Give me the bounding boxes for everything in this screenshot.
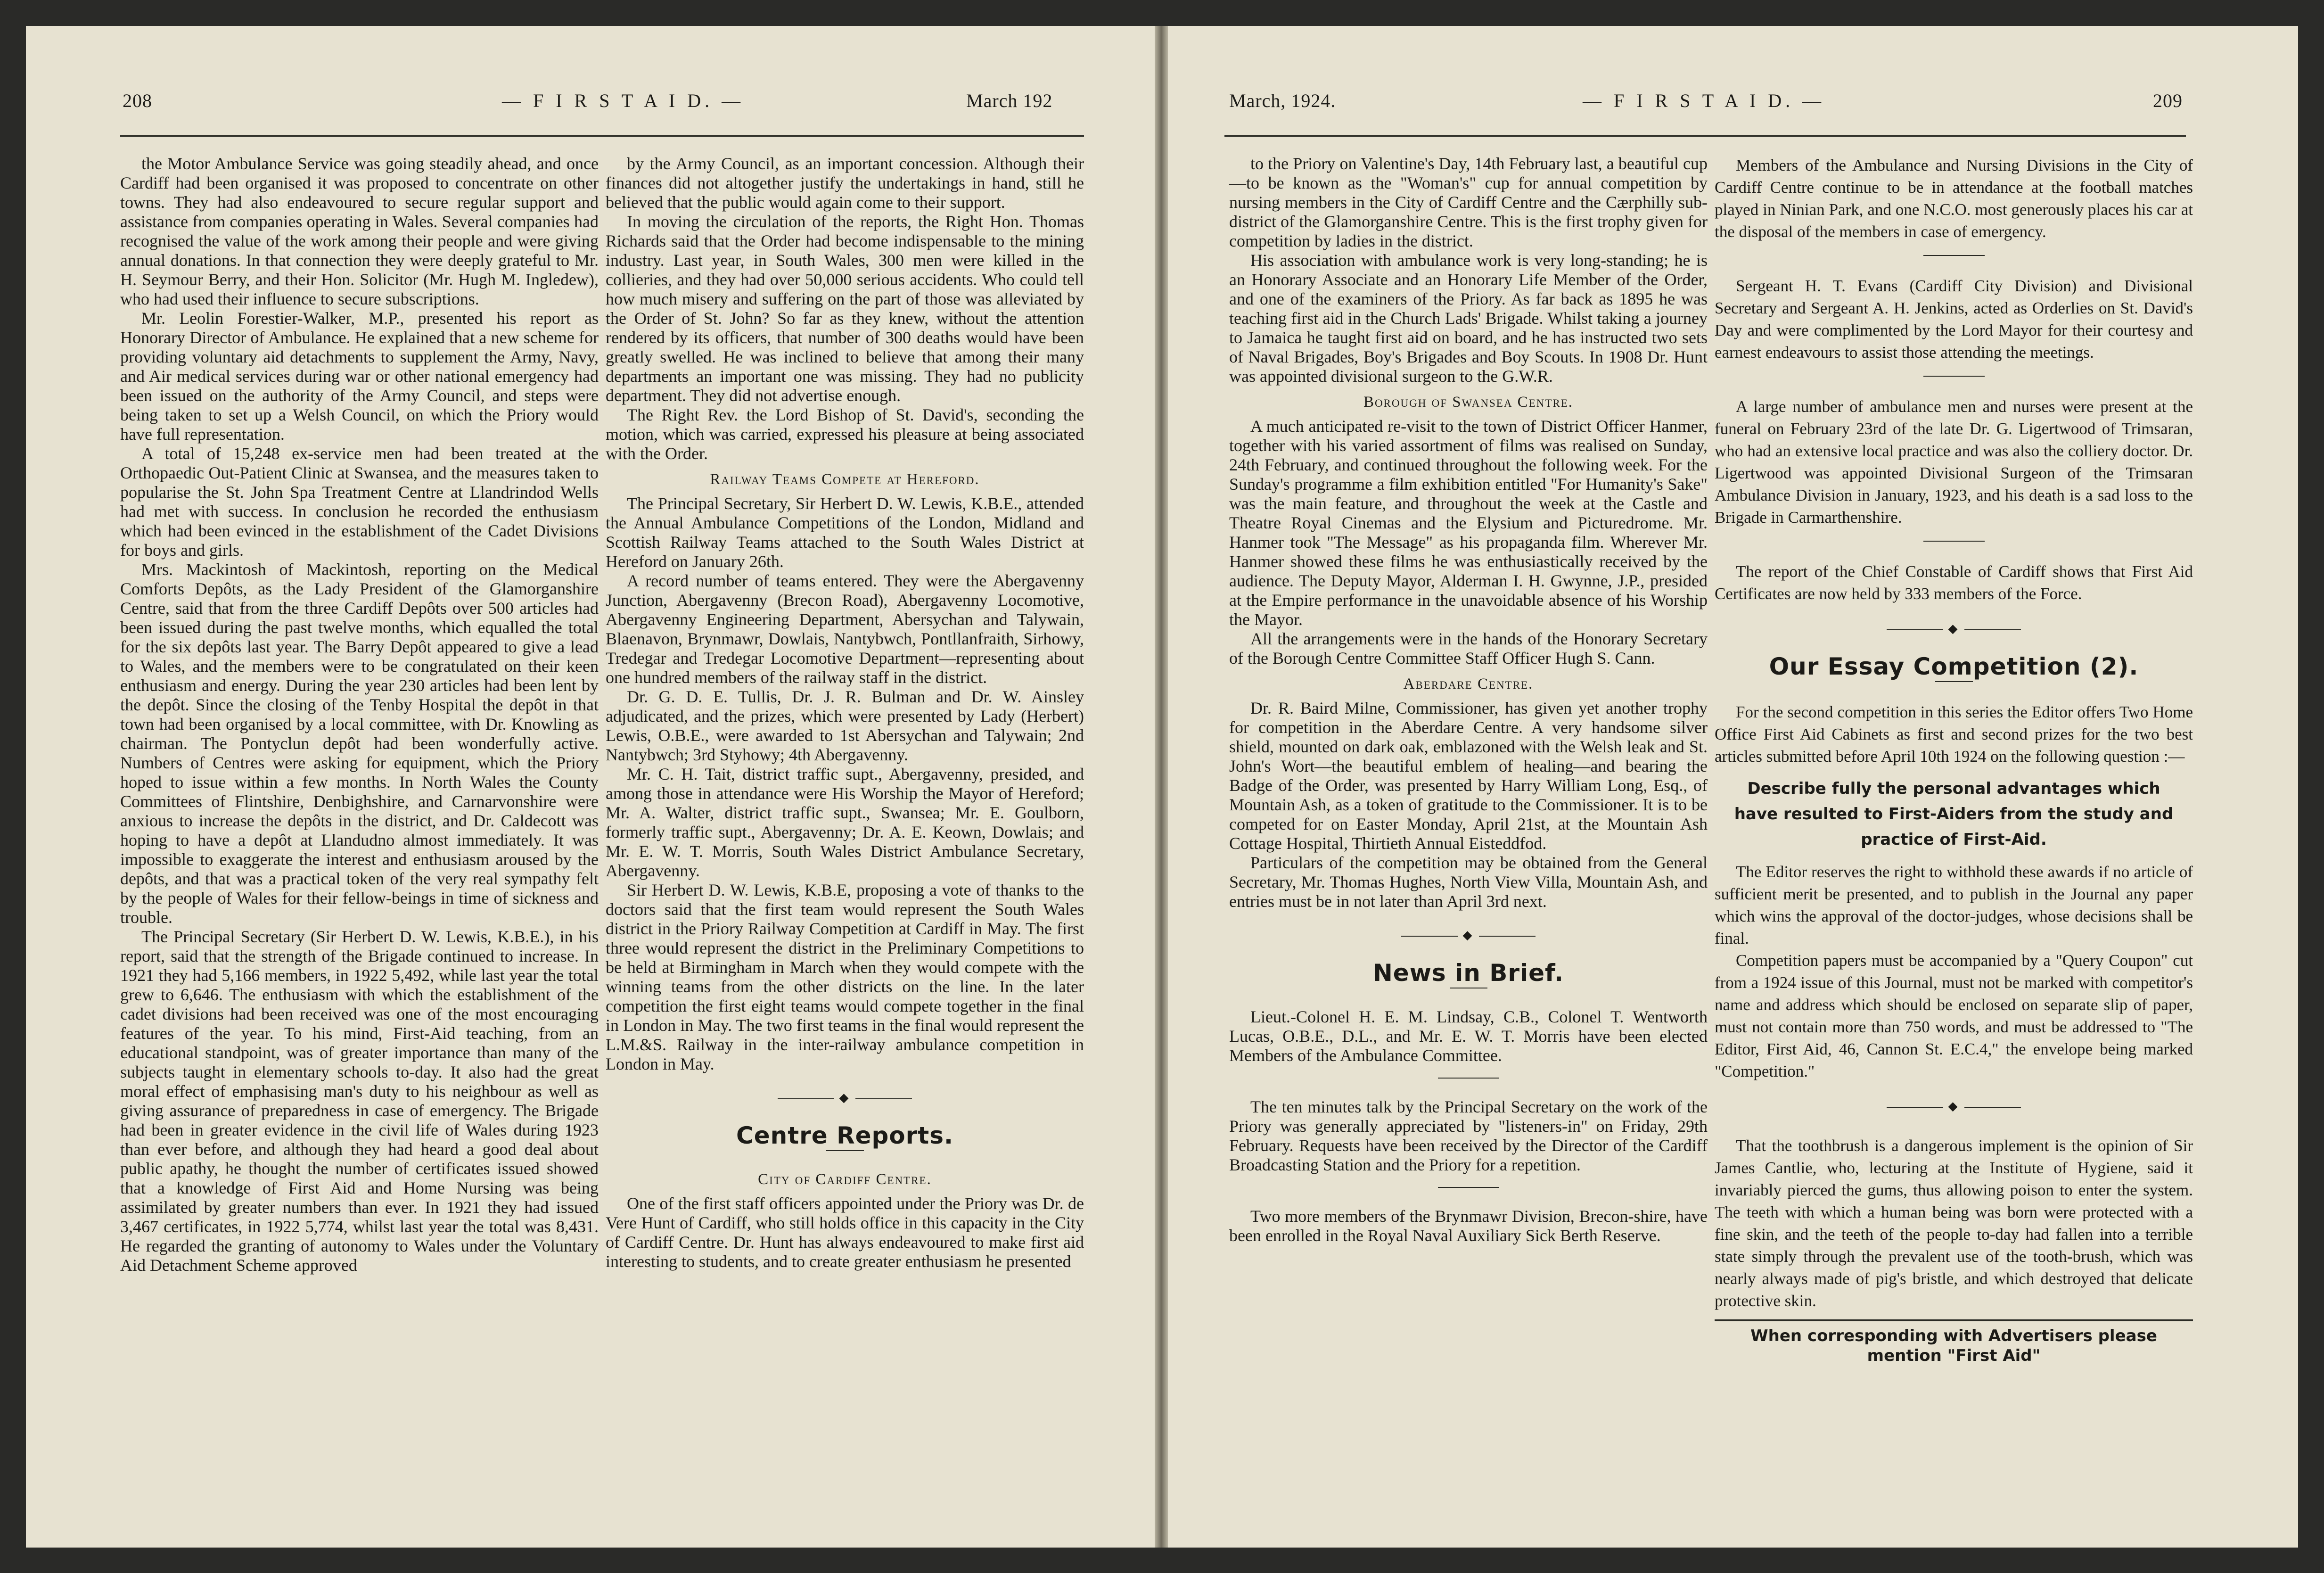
essay-paragraph: The Editor reserves the right to withhold these awards if no article of sufficient merit be presented, and to publish in the Journal any paper which wins the approval of the doctor-judges, whose decisions shall be final. [1715,863,2193,947]
ornament-divider: ◆ [1715,1096,2193,1116]
right-column-1 [1229,154,1708,1245]
toothbrush-paragraph: That the toothbrush is a dangerous implement is the opinion of Sir James Cantlie, who, lecturing at the Institute of Hygiene, said it invariably pierced the gums, thus allowing poison to enter the system. The teeth with which a human being was born were protected with a fine skin, and the teeth of the people to-day had fallen into a terrible state simply through the prevalent use of the tooth-brush, which was nearly always made of pig's bristle, and which destroyed that delicate protective skin. [1715,1137,2193,1310]
heading-centre-reports: Centre Reports. [736,1122,953,1149]
article-paragraph: to the Priory on Valentine's Day, 14th February last, a beautiful cup—to be known as the "Woman's" cup for annual competition by nursing members in the City of Cardiff Centre and the Cærphilly sub-district of the Glamorganshire Centre. This is the first trophy given for competition by ladies in the district. [1229,154,1708,250]
advertiser-notice: When corresponding with Advertisers please mention "First Aid" [1715,1319,2193,1366]
book-gutter [1155,26,1168,1548]
running-title: — F I R S T A I D. — [502,90,745,111]
news-item: Members of the Ambulance and Nursing Divisions in the City of Cardiff Centre continue to be in attendance at the football matches played in Ninian Park, and one N.C.O. most generously places his car at the disposal of the members in case of emergency. [1715,156,2193,241]
article-paragraph: Mr. C. H. Tait, district traffic supt., Abergavenny, presided, and among those in attendance were His Worship the Mayor of Hereford; Mr. A. Walter, district traffic supt., Swansea; Mr. E. Goulborn, formerly traffic supt., Abergavenny; Dr. A. E. Keown, Dowlais; and Mr. E. W. T. Morris, South Wales District Ambulance Secretary, Abergavenny. [606,765,1084,880]
article-paragraph: Particulars of the competition may be obtained from the General Secretary, Mr. Thomas Hughes, North View Villa, Mountain Ash, and entries must be in not later than April 3rd next. [1229,853,1708,911]
subheading-swansea-centre: Borough of Swansea Centre. [1363,394,1574,411]
article-paragraph: the Motor Ambulance Service was going steadily ahead, and once Cardiff had been organised it was proposed to concentrate on other towns. They had also endeavoured to secure regular support and assistance from companies operating in Wales. Several companies had recognised the value of the work among their people and were giving annual donations. In that connection they were deeply grateful to Mr. H. Seymour Berry, and their Hon. Solicitor (Mr. Hugh M. Ingledew), who had used their influence to secure subscriptions. [120,154,599,308]
ornament-divider: ◆ [1715,619,2193,638]
item-separator-rule [1923,255,1985,256]
left-page [26,26,1155,1548]
article-paragraph: Mr. Leolin Forestier-Walker, M.P., presented his report as Honorary Director of Ambulance. He explained that a new scheme for providing voluntary aid detachments to supplement the Army, Navy, and Air medical services during war or other national emergency had been issued on the authority of the Army Council, and steps were being taken to set up a Welsh Council, on which the Priory would have full representation. [120,309,599,444]
heading-news-in-brief: News in Brief. [1372,959,1564,987]
right-page [1168,26,2298,1548]
subheading-aberdare-centre: Aberdare Centre. [1403,675,1534,692]
article-paragraph: Dr. R. Baird Milne, Commissioner, has given yet another trophy for competition in the Aberdare Centre. A very handsome silver shield, mounted on dark oak, emblazoned with the Welsh leak and St. John's Wort—the beautiful emblem of healing—and bearing the Badge of the Order, was presented by Harry William Long, Esq., of Mountain Ash, as a token of gratitude to the Commissioner. It is to be competed for on Easter Monday, April 21st, at the Mountain Ash Cottage Hospital, Thirtieth Annual Eisteddfod. [1229,699,1708,853]
page-number: 208 [123,90,152,111]
subheading-cardiff-centre: City of Cardiff Centre. [758,1171,932,1188]
ornament-divider: ◆ [606,1088,1084,1107]
page-number: 209 [2153,90,2183,111]
essay-question: Describe fully the personal advantages which have resulted to First-Aiders from the study and practice of First-Aid. [1734,779,2174,849]
header-rule [1224,135,2186,137]
article-paragraph: by the Army Council, as an important concession. Although their finances did not altogether justify the undertakings in hand, still he believed that the public would again come to their support. [606,154,1084,212]
item-separator-rule [1438,1187,1499,1188]
article-paragraph: A total of 15,248 ex-service men had been treated at the Orthopaedic Out-Patient Clinic at Swansea, and the measures taken to popularise the St. John Spa Treatment Centre at Llandrindod Wells had met with success. In conclusion he recorded the enthusiasm which had been evinced in the establishment of the Cadet Divisions for boys and girls. [120,444,599,560]
ornament-divider: ◆ [1229,925,1708,945]
article-paragraph: Dr. G. D. E. Tullis, Dr. J. R. Bulman and Dr. W. Ainsley adjudicated, and the prizes, which were presented by Lady (Herbert) Lewis, O.B.E., were awarded to 1st Abersychan and Talywain; 2nd Nantybwch; 3rd Styhowy; 4th Abergavenny. [606,687,1084,764]
left-column-1 [120,154,599,1275]
heading-rule [1935,681,1973,682]
article-paragraph: His association with ambulance work is very long-standing; he is an Honorary Associate and an Honorary Life Member of the Order, and one of the examiners of the Priory. As far back as 1895 he was teaching first aid in the Church Lads' Brigade. Whilst taking a journey to Jamaica he taught first aid on board, and he has instructed two sets of Naval Brigades, Boy's Brigades and Boy Scouts. In 1908 Dr. Hunt was appointed divisional surgeon to the G.W.R. [1229,251,1708,386]
running-title: — F I R S T A I D. — [1583,90,1825,111]
article-paragraph: Sir Herbert D. W. Lewis, K.B.E, proposing a vote of thanks to the doctors said that the first team would represent the South Wales district in the Priory Railway Competition at Cardiff in May. The first three would represent the district in the Preliminary Competitions to be held at Birmingham in March when they would compete with the winning teams from the other districts on the line. In the later competition the first eight teams would compete together in the final in London in May. The two first teams in the final would represent the L.M.&S. Railway in the inter-railway ambulance competition in London in May. [606,881,1084,1073]
item-separator-rule [1923,376,1985,377]
article-paragraph: The Right Rev. the Lord Bishop of St. David's, seconding the motion, which was carried, expressed his pleasure at being associated with the Order. [606,405,1084,463]
essay-paragraph: Competition papers must be accompanied by a "Query Coupon" cut from a 1924 issue of this Journal, must not be marked with competitor's name and address which should be enclosed on separate slip of paper, must not contain more than 750 words, and must be addressed to "The Editor, First Aid, 46, Cannon St. E.C.4," the envelope being marked "Competition." [1715,951,2193,1080]
item-separator-rule [1438,1078,1499,1079]
article-paragraph: The Principal Secretary (Sir Herbert D. W. Lewis, K.B.E.), in his report, said that the strength of the Brigade continued to increase. In 1921 they had 5,166 members, in 1922 5,492, while last year the total grew to 6,646. The enthusiasm with which the establishment of the cadet divisions had been received was one of the most encouraging features of the year. To his mind, First-Aid teaching, from an educational standpoint, was of greater importance than many of the subjects taught in elementary schools to-day. It also had the great moral effect of emphasising man's duty to his neighbour as well as giving assurance of preparedness in case of emergency. The Brigade had been in greater evidence in the civil life of Wales during 1923 than ever before, and although they had heard a good deal about public apathy, he thought the number of certificates issued showed that a knowledge of First Aid and Home Nursing was being assimilated by greater numbers than ever. In 1921 they had issued 3,467 certificates, in 1922 5,774, whilst last year the total was 8,431. He regarded the granting of autonomy to Wales under the Voluntary Aid Detachment Scheme approved [120,927,599,1275]
news-item: The report of the Chief Constable of Cardiff shows that First Aid Certificates are now held by 333 members of the Force. [1715,562,2193,603]
news-item: Sergeant H. T. Evans (Cardiff City Division) and Divisional Secretary and Sergeant A. H. Jenkins, acted as Orderlies on St. David's Day and were complimented by the Lord Mayor for their courtesy and earnest endeavours to assist those attending the meetings. [1715,277,2193,362]
running-head [26,90,1155,123]
article-paragraph: A record number of teams entered. They were the Abergavenny Junction, Abergavenny (Brecon Road), Abergavenny Locomotive, Abergavenny Engineering Department, Abersychan and Talywain, Blaenavon, Brynmawr, Dowlais, Nantybwch, Pontllanfraith, Sirhowy, Tredegar and Tredegar Locomotive Department—representing about one hundred members of the railway staff in the district. [606,571,1084,687]
news-item: The ten minutes talk by the Principal Secretary on the work of the Priory was generally appreciated by "listeners-in" on Friday, 29th February. Requests have been received by the Director of the Cardiff Broadcasting Station and the Priory for a repetition. [1229,1097,1708,1174]
running-head [1168,90,2298,123]
article-paragraph: A much anticipated re-visit to the town of District Officer Hanmer, together with his varied assortment of films was realised on Sunday, 24th February, and continued throughout the following week. For the Sunday's programme a film exhibition entitled "For Humanity's Sake" was the main feature, and throughout the week at the Castle and Theatre Royal Cinemas and the Elysium and Picturedrome. Mr. Hanmer took "The Message" as his propaganda film. Wherever Mr. Hanmer showed these films he was enthusiastically received by the audience. The Deputy Mayor, Alderman I. H. Gwynne, J.P., presided at the Empire performance in the unavoidable absence of his Worship the Mayor. [1229,417,1708,629]
heading-rule [826,1150,864,1151]
issue-date: March 192 [966,90,1053,111]
news-item: Lieut.-Colonel H. E. M. Lindsay, C.B., Colonel T. Wentworth Lucas, O.B.E., D.L., and Mr. E. W. T. Morris have been elected Members of the Ambulance Committee. [1229,1007,1708,1065]
essay-intro: For the second competition in this series the Editor offers Two Home Office First Aid Cabinets as first and second prizes for the two best articles submitted before April 10th 1924 on the following question :— [1715,703,2193,766]
item-separator-rule [1923,541,1985,542]
article-paragraph: All the arrangements were in the hands of the Honorary Secretary of the Borough Centre Committee Staff Officer Hugh S. Cann. [1229,629,1708,667]
article-paragraph: The Principal Secretary, Sir Herbert D. W. Lewis, K.B.E., attended the Annual Ambulance Competitions of the London, Midland and Scottish Railway Teams attached to the South Wales District at Hereford on January 26th. [606,494,1084,571]
right-column-2 [1715,154,2193,1366]
heading-essay-competition: Our Essay Competition (2). [1769,653,2139,680]
article-paragraph: Mrs. Mackintosh of Mackintosh, reporting on the Medical Comforts Depôts, as the Lady President of the Glamorganshire Centre, said that from the three Cardiff Depôts over 500 articles had been issued during the past twelve months, which equalled the total for the six depôts last year. The Barry Depôt appeared to give a lead to Wales, and the members were to be congratulated on their keen enthusiasm and energy. During the year 230 articles had been lent by the depôt. Since the closing of the Tenby Hospital the depôt in that town had been organised by a local committee, with Dr. Knowling as chairman. The Pontyclun depôt had been wonderfully active. Numbers of Centres were asking for equipment, which the Priory hoped to issue within a few months. In North Wales the County Committees of Flintshire, Denbighshire, and Carnarvonshire were anxious to increase the depôts in the district, and Dr. Caldecott was hoping to have a depôt at Llandudno almost immediately. It was impossible to exaggerate the interest and enthusiasm aroused by the depôts, and that was a practical token of the very real sympathy felt by the people of Wales for their fellow-beings in time of sickness and trouble. [120,560,599,927]
article-paragraph: In moving the circulation of the reports, the Right Hon. Thomas Richards said that the Order had become indispensable to the mining industry. Last year, in South Wales, 300 men were killed in the collieries, and they had over 50,000 serious accidents. Who could tell how much misery and suffering on the part of those was alleviated by the Order of St. John? So far as they knew, without the attention rendered by its officers, that number of 300 deaths would have been greatly swelled. He was inclined to believe that among their many departments an important one was missing. They had no publicity department. They did not advertise enough. [606,212,1084,405]
header-rule [120,135,1084,137]
subheading-railway-teams: Railway Teams Compete at Hereford. [710,471,980,488]
article-paragraph: One of the first staff officers appointed under the Priory was Dr. de Vere Hunt of Cardiff, who still holds office in this capacity in the City of Cardiff Centre. Dr. Hunt has always endeavoured to make first aid interesting to students, and to create greater enthusiasm he presented [606,1194,1084,1271]
news-item: Two more members of the Brynmawr Division, Brecon-shire, have been enrolled in the Royal Naval Auxiliary Sick Berth Reserve. [1229,1207,1708,1245]
news-item: A large number of ambulance men and nurses were present at the funeral on February 23rd of the late Dr. G. Ligertwood of Trimsaran, who had an extensive local practice and was also the colliery doctor. Dr. Ligertwood was appointed Divisional Surgeon of the Trimsaran Ambulance Division in January, 1923, and his death is a sad loss to the Brigade in Carmarthenshire. [1715,397,2193,527]
issue-date: March, 1924. [1229,90,1336,111]
left-column-2 [606,154,1084,1271]
